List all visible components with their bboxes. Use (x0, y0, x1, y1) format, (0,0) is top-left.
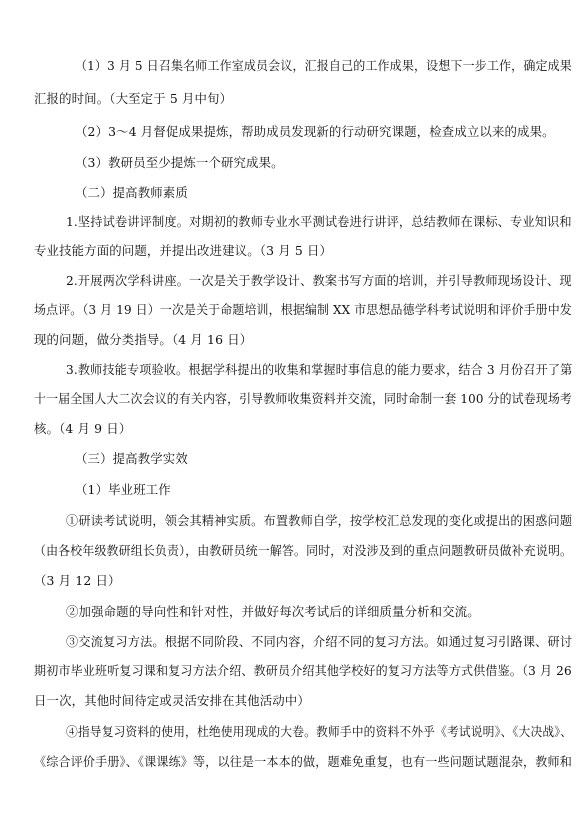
paragraph-line: 场点评。（3 月 19 日）一次是关于命题培训，根据编制 XX 市思想品德学科考试说明和评价手册中发 (34, 302, 572, 317)
paragraph-line: （2）3～4 月督促成果提炼，帮助成员发现新的行动研究课题，检查成立以来的成果。 (75, 124, 555, 139)
section-heading: （三）提高教学实效 (75, 451, 188, 466)
paragraph-line: 十一届全国人大二次会议的有关内容，引导教师收集资料并交流，同时命制一套 100 分的试卷现场考 (34, 391, 572, 406)
paragraph-line: 2.开展两次学科讲座。一次是关于教学设计、教案书写方面的培训，并引导教师现场设计、现 (66, 273, 572, 288)
paragraph-line: 日一次，其他时间待定或灵活安排在其他活动中） (34, 693, 310, 708)
paragraph-line: ③交流复习方法。根据不同阶段、不同内容，介绍不同的复习方法。如通过复习引路课、研讨 (66, 634, 573, 649)
paragraph-line: （3 月 12 日） (34, 573, 121, 588)
paragraph-line: 专业技能方面的问题，并提出改进建议。（3 月 5 日） (34, 243, 333, 258)
paragraph-line: ②加强命题的导向性和针对性，并做好每次考试后的详细质量分析和交流。 (66, 604, 480, 619)
paragraph-line: 汇报的时间。（大至定于 5 月中旬） (34, 91, 233, 106)
paragraph-line: 核。（4 月 9 日） (34, 421, 132, 436)
section-heading: （二）提高教师素质 (75, 185, 188, 200)
paragraph-line: ④指导复习资料的使用，杜绝使用现成的大卷。教师手中的资料不外乎《考试说明》、《大决战》、 (66, 724, 573, 739)
paragraph-line: 《综合评价手册》、《课课练》等，以往是一本本的做，题难免重复，也有一些问题试题混杂，教师和 (34, 754, 572, 769)
paragraph-line: 期初市毕业班听复习课和复习方法介绍、教研员介绍其他学校好的复习方法等方式供借鉴。（3 月 26 (34, 663, 572, 678)
paragraph-line: ①研读考试说明，领会其精神实质。布置教师自学，按学校汇总发现的变化或提出的困惑问题 (66, 513, 573, 528)
paragraph-line: （3）教研员至少提炼一个研究成果。 (75, 155, 284, 170)
subsection-heading: （1）毕业班工作 (75, 482, 171, 497)
paragraph-line: （由各校年级教研组长负责），由教研员统一解答。同时，对没涉及到的重点问题教研员做补充说明。 (34, 543, 573, 558)
paragraph-line: 3.教师技能专项验收。根据学科提出的收集和掌握时事信息的能力要求，结合 3 月份召开了第 (66, 362, 573, 377)
paragraph-line: 1.坚持试卷讲评制度。对期初的教师专业水平测试卷进行讲评，总结教师在课标、专业知识和 (66, 214, 572, 229)
paragraph-line: （1）3 月 5 日召集名师工作室成员会议，汇报自己的工作成果，设想下一步工作，确定成果 (75, 58, 572, 73)
paragraph-line: 现的问题，做分类指导。（4 月 16 日） (34, 332, 253, 347)
